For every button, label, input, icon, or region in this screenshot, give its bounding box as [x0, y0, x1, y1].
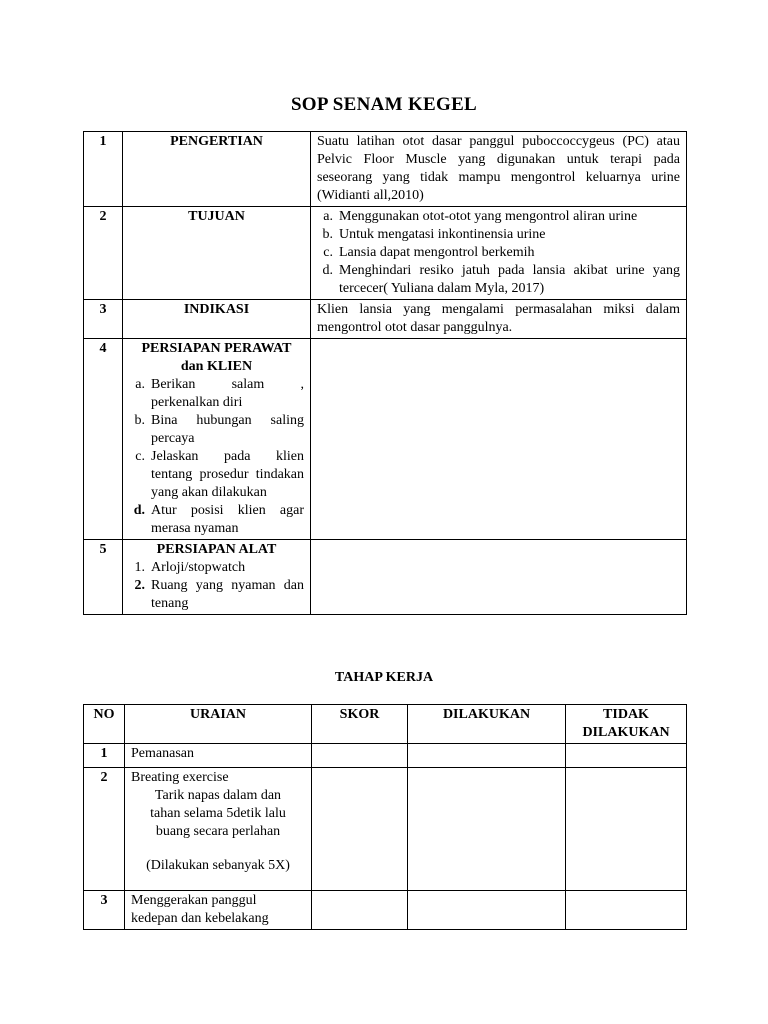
tahap-kerja-table — [83, 704, 687, 930]
list-marker: c. — [323, 245, 333, 260]
sop-row-number: 4 — [84, 339, 123, 540]
row-detail-line: buang secara perlahan — [155, 824, 281, 839]
row-uraian-cell — [125, 768, 312, 891]
row-skor — [312, 891, 408, 930]
sop-row-label: INDIKASI — [123, 300, 311, 339]
sop-row-indikasi — [84, 300, 687, 339]
list-marker: 1. — [134, 560, 145, 575]
row-tidak-dilakukan — [566, 891, 687, 930]
list-item — [129, 559, 304, 577]
list-marker: b. — [322, 227, 333, 242]
column-header: URAIAN — [125, 705, 312, 744]
row-dilakukan — [408, 744, 566, 768]
list-item — [129, 376, 304, 412]
list-text: Menghindari resiko jatuh pada lansia akibat urine yang tercecer( Yuliana dalam Myla, 2017) — [339, 263, 680, 296]
sop-row-label: PENGERTIAN — [123, 132, 311, 207]
list-item — [317, 226, 680, 244]
table-header-row — [84, 705, 687, 744]
row-detail-line: Tarik napas dalam dan — [154, 788, 282, 803]
row-uraian: Menggerakan panggul kedepan dan kebelakang — [125, 891, 312, 930]
sop-row-label: PERSIAPAN ALAT — [156, 542, 277, 557]
row-number: 3 — [84, 891, 125, 930]
row-tidak-dilakukan — [566, 744, 687, 768]
list-text: Jelaskan pada klien tentang prosedur tindakan yang akan dilakukan — [151, 449, 304, 500]
list-marker: a. — [323, 209, 333, 224]
persiapan-alat-list — [129, 559, 304, 613]
sop-row-pengertian — [84, 132, 687, 207]
column-header: DILAKUKAN — [408, 705, 566, 744]
sop-row-number: 5 — [84, 540, 123, 615]
row-number: 1 — [84, 744, 125, 768]
table-row — [84, 768, 687, 891]
row-note: (Dilakukan sebanyak 5X) — [146, 858, 290, 873]
list-text: Menggunakan otot-otot yang mengontrol aliran urine — [339, 209, 638, 224]
column-header: NO — [84, 705, 125, 744]
list-item — [129, 502, 304, 538]
page-title: SOP SENAM KEGEL — [290, 94, 478, 115]
list-text: Lansia dapat mengontrol berkemih — [339, 245, 535, 260]
list-text: Untuk mengatasi inkontinensia urine — [339, 227, 546, 242]
list-marker: b. — [134, 413, 145, 428]
sop-table — [83, 131, 687, 615]
row-uraian: Pemanasan — [125, 744, 312, 768]
list-marker: d. — [322, 263, 333, 278]
row-skor — [312, 744, 408, 768]
list-item — [129, 577, 304, 613]
row-number: 2 — [84, 768, 125, 891]
tujuan-list — [317, 208, 680, 298]
list-item — [317, 262, 680, 298]
sop-row-content — [311, 207, 687, 300]
section-title: TAHAP KERJA — [334, 670, 434, 685]
sop-row-label-cell — [123, 540, 311, 615]
sop-row-number: 3 — [84, 300, 123, 339]
persiapan-perawat-list — [129, 376, 304, 538]
sop-row-persiapan-alat — [84, 540, 687, 615]
sop-row-label: TUJUAN — [123, 207, 311, 300]
sop-row-content: Klien lansia yang mengalami permasalahan miksi dalam mengontrol otot dasar panggulnya. — [311, 300, 687, 339]
table-row — [84, 744, 687, 768]
row-skor — [312, 768, 408, 891]
sop-row-content-empty — [311, 339, 687, 540]
sop-row-content: Suatu latihan otot dasar panggul puboccoccygeus (PC) atau Pelvic Floor Muscle yang digunakan untuk terapi pada seseorang yang tidak mampu mengontrol keluarnya urine (Widianti all,2010) — [311, 132, 687, 207]
list-marker: c. — [135, 449, 145, 464]
row-detail-line: tahan selama 5detik lalu — [150, 806, 286, 821]
column-header: TIDAK DILAKUKAN — [566, 705, 687, 744]
row-dilakukan — [408, 891, 566, 930]
sop-row-label: PERSIAPAN PERAWAT dan KLIEN — [141, 341, 292, 374]
list-text: Bina hubungan saling percaya — [151, 413, 304, 446]
sop-row-tujuan — [84, 207, 687, 300]
row-tidak-dilakukan — [566, 768, 687, 891]
sop-row-content-empty — [311, 540, 687, 615]
list-item — [317, 244, 680, 262]
list-marker: 2. — [134, 578, 145, 593]
sop-row-number: 1 — [84, 132, 123, 207]
sop-row-persiapan-perawat — [84, 339, 687, 540]
list-item — [129, 448, 304, 502]
list-text: Arloji/stopwatch — [151, 560, 246, 575]
sop-row-label-cell — [123, 339, 311, 540]
list-text: Atur posisi klien agar merasa nyaman — [151, 503, 304, 536]
sop-row-number: 2 — [84, 207, 123, 300]
list-text: Berikan salam , perkenalkan diri — [151, 377, 304, 410]
list-text: Ruang yang nyaman dan tenang — [151, 578, 304, 611]
list-item — [317, 208, 680, 226]
row-uraian: Breating exercise — [131, 770, 229, 785]
column-header: SKOR — [312, 705, 408, 744]
list-item — [129, 412, 304, 448]
list-marker: a. — [135, 377, 145, 392]
list-marker: d. — [133, 503, 145, 518]
row-dilakukan — [408, 768, 566, 891]
table-row — [84, 891, 687, 930]
